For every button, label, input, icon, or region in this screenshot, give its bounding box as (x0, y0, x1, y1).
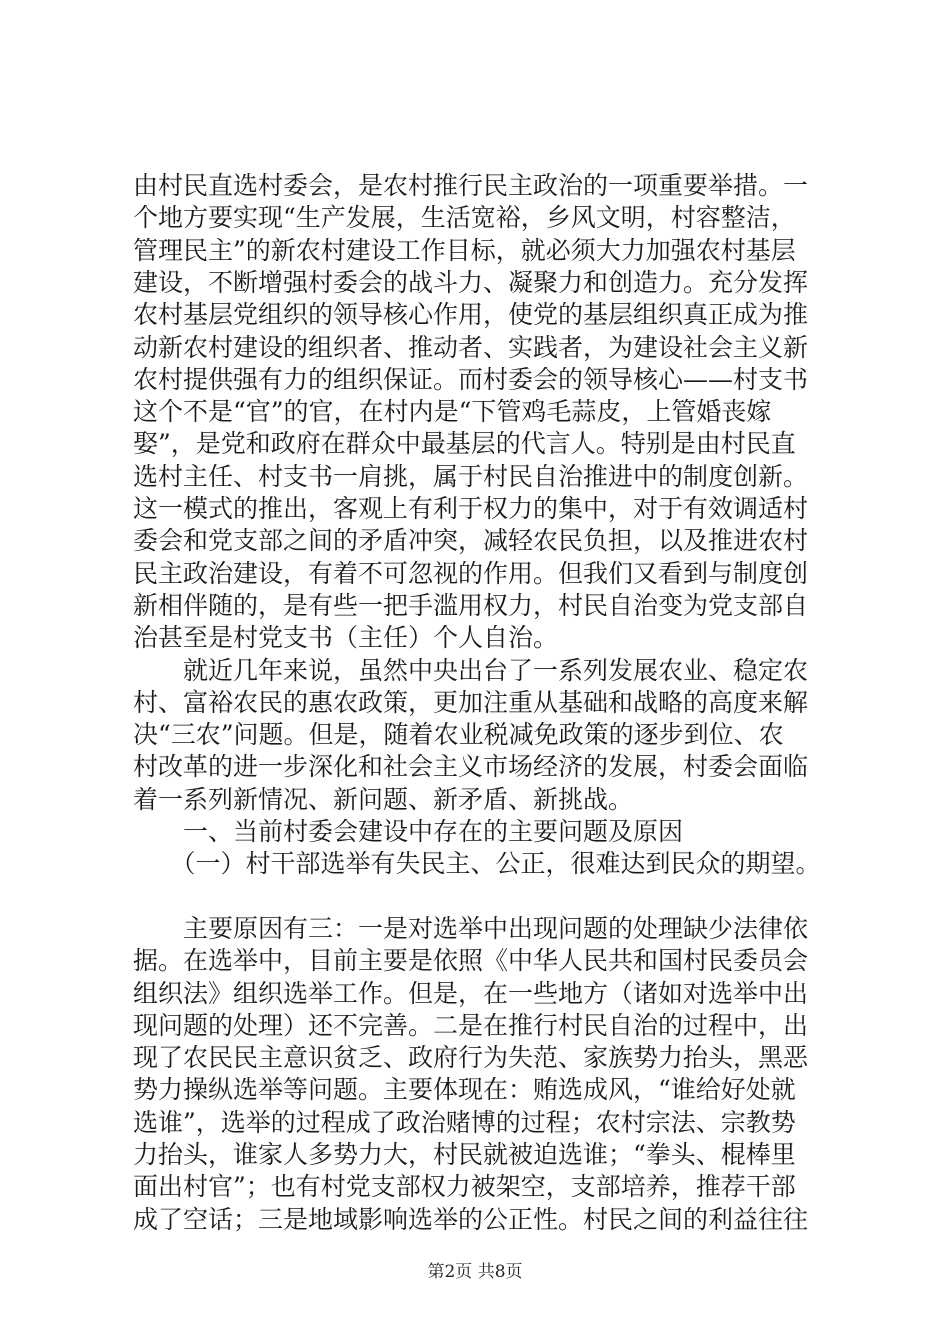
text-line: 新相伴随的，是有些一把手滥用权力，村民自治变为党支部自 (133, 590, 809, 620)
text-line: 据。在选举中，目前主要是依照《中华人民共和国村民委员会 (133, 946, 809, 976)
text-line: 由村民直选村委会，是农村推行民主政治的一项重要举措。一 (133, 171, 809, 200)
text-line: 选谁”，选举的过程成了政治赌博的过程；农村宗法、宗教势 (133, 1107, 796, 1137)
text-line: 主要原因有三：一是对选举中出现问题的处理缺少法律依 (133, 913, 809, 943)
text-line: 着一系列新情况、新问题、新矛盾、新挑战。 (133, 784, 634, 814)
text-line: 现问题的处理）还不完善。二是在推行村民自治的过程中，出 (133, 1010, 809, 1040)
text-line: 治甚至是村党支书（主任）个人自治。 (133, 623, 559, 653)
text-line: 选村主任、村支书一肩挑，属于村民自治推进中的制度创新。 (133, 461, 809, 491)
text-line: 动新农村建设的组织者、推动者、实践者，为建设社会主义新 (133, 332, 809, 362)
text-line: 管理民主”的新农村建设工作目标，就必须大力加强农村基层 (133, 235, 796, 265)
text-line: 村改革的进一步深化和社会主义市场经济的发展，村委会面临 (133, 752, 809, 782)
text-line: 民主政治建设，有着不可忽视的作用。但我们又看到与制度创 (133, 558, 809, 588)
text-line: 这个不是“官”的官，在村内是“下管鸡毛蒜皮，上管婚丧嫁 (133, 397, 772, 427)
text-line: 村、富裕农民的惠农政策，更加注重从基础和战略的高度来解 (133, 687, 809, 717)
text-line: 决“三农”问题。但是，随着农业税减免政策的逐步到位、农 (133, 720, 784, 750)
text-line: （一）村干部选举有失民主、公正，很难达到民众的期望。 (133, 849, 821, 879)
text-line (133, 880, 833, 914)
text-line: 成了空话；三是地域影响选举的公正性。村民之间的利益往往 (133, 1204, 809, 1234)
text-line: 个地方要实现“生产发展，生活宽裕，乡风文明，村容整洁， (133, 203, 796, 233)
text-line: 农村提供强有力的组织保证。而村委会的领导核心——村支书 (133, 364, 809, 394)
text-line: 组织法》组织选举工作。但是，在一些地方（诸如对选举中出 (133, 978, 809, 1008)
text-line: 力抬头，谁家人多势力大，村民就被迫选谁；“拳头、棍棒里 (133, 1140, 796, 1169)
text-line: 委会和党支部之间的矛盾冲突，减轻农民负担，以及推进农村 (133, 526, 809, 556)
text-line: 面出村官”；也有村党支部权力被架空，支部培养，推荐干部 (133, 1172, 796, 1202)
text-line: 一、当前村委会建设中存在的主要问题及原因 (133, 817, 684, 846)
text-line: 就近几年来说，虽然中央出台了一系列发展农业、稳定农 (133, 655, 809, 685)
text-line: 农村基层党组织的领导核心作用，使党的基层组织真正成为推 (133, 300, 809, 330)
text-line: 现了农民民主意识贫乏、政府行为失范、家族势力抬头，黑恶 (133, 1043, 809, 1073)
text-line: 娶”，是党和政府在群众中最基层的代言人。特别是由村民直 (133, 429, 796, 459)
text-line: 这一模式的推出，客观上有利于权力的集中，对于有效调适村 (133, 494, 809, 523)
text-line: 势力操纵选举等问题。主要体现在：贿选成风，“谁给好处就 (133, 1075, 796, 1105)
page-footer: 第2页 共8页 (427, 1262, 523, 1282)
text-line: 建设，不断增强村委会的战斗力、凝聚力和创造力。充分发挥 (133, 267, 809, 297)
